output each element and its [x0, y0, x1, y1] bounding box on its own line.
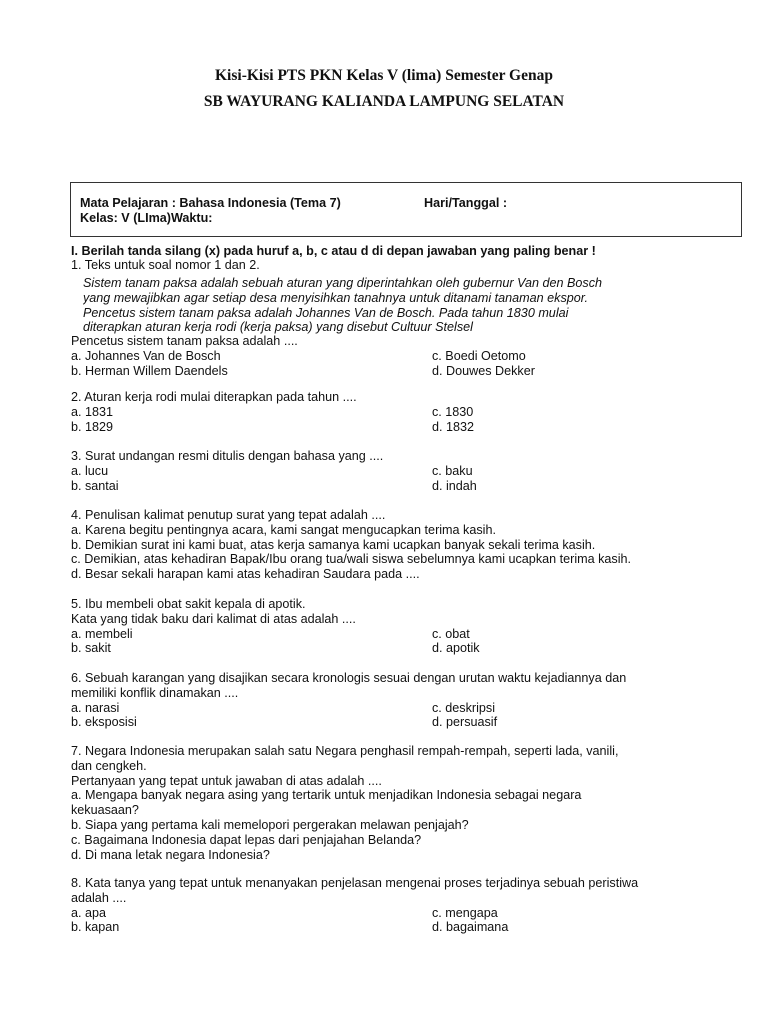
option-c[interactable]: c. obat — [432, 626, 470, 641]
subject-label: Mata Pelajaran : Bahasa Indonesia (Tema 7) — [80, 196, 341, 210]
question-text: kekuasaan? — [71, 803, 139, 818]
option-row — [71, 701, 751, 716]
option-row — [71, 906, 751, 921]
question-text: a. Karena begitu pentingnya acara, kami sangat mengucapkan terima kasih. — [71, 522, 496, 537]
option-d[interactable]: d. indah — [432, 478, 477, 493]
passage-line: yang mewajibkan agar setiap desa menyisihkan tanahnya untuk ditanami tanaman ekspor. — [83, 290, 588, 305]
question-text: a. Mengapa banyak negara asing yang tertarik untuk menjadikan Indonesia sebagai negara — [71, 788, 582, 803]
passage-line: Pencetus sistem tanam paksa adalah Johannes Van de Bosch. Pada tahun 1830 mulai — [83, 305, 569, 320]
question-text: Pertanyaan yang tepat untuk jawaban di atas adalah .... — [71, 773, 382, 788]
passage-line: Sistem tanam paksa adalah sebuah aturan yang diperintahkan oleh gubernur Van den Bosch — [83, 276, 603, 290]
option-b[interactable]: b. santai — [71, 478, 119, 493]
option-row — [71, 349, 751, 364]
question-text: b. Demikian surat ini kami buat, atas kerja samanya kami ucapkan banyak sekali terima kasih. — [71, 537, 596, 552]
question-6 — [71, 671, 751, 730]
question-text: 8. Kata tanya yang tepat untuk menanyakan penjelasan mengenai proses terjadinya sebuah peristiwa — [71, 876, 639, 890]
school-name: SB WAYURANG KALIANDA LAMPUNG SELATAN — [203, 93, 565, 110]
option-d[interactable]: d. Douwes Dekker — [432, 363, 535, 378]
question-text: Kata yang tidak baku dari kalimat di atas adalah .... — [71, 611, 356, 626]
question-3 — [71, 449, 751, 493]
option-row — [71, 627, 751, 642]
option-c[interactable]: c. deskripsi — [432, 700, 495, 715]
question-text: memiliki konflik dinamakan .... — [71, 685, 239, 700]
option-row — [71, 420, 751, 435]
option-b[interactable]: b. 1829 — [71, 419, 114, 434]
question-4 — [71, 508, 751, 582]
question-text: c. Bagaimana Indonesia dapat lepas dari penjajahan Belanda? — [71, 832, 422, 847]
option-a[interactable]: a. narasi — [71, 700, 120, 715]
question-text: d. Besar sekali harapan kami atas kehadiran Saudara pada .... — [71, 567, 420, 582]
question-7 — [71, 744, 751, 862]
question-text: 2. Aturan kerja rodi mulai diterapkan pada tahun .... — [71, 390, 357, 404]
date-label: Hari/Tanggal : — [424, 196, 508, 210]
option-b[interactable]: b. sakit — [71, 641, 111, 656]
option-row — [71, 715, 751, 730]
class-time-label: Kelas: V (LIma)Waktu: — [80, 211, 213, 225]
option-row — [71, 920, 751, 935]
option-row — [71, 479, 751, 494]
option-b[interactable]: b. Herman Willem Daendels — [71, 363, 228, 378]
option-d[interactable]: d. persuasif — [432, 715, 498, 730]
question-5 — [71, 597, 751, 656]
question-text: 3. Surat undangan resmi ditulis dengan bahasa yang .... — [71, 449, 384, 463]
option-d[interactable]: d. apotik — [432, 641, 480, 656]
question-text: b. Siapa yang pertama kali memelopori pergerakan melawan penjajah? — [71, 817, 469, 832]
option-row — [71, 641, 751, 656]
option-c[interactable]: c. 1830 — [432, 404, 474, 419]
option-a[interactable]: a. apa — [71, 905, 107, 920]
option-a[interactable]: a. 1831 — [71, 404, 114, 419]
question-text: 4. Penulisan kalimat penutup surat yang tepat adalah .... — [71, 508, 386, 522]
option-row — [71, 364, 751, 379]
exam-info-box — [70, 182, 742, 237]
question-text: adalah .... — [71, 890, 127, 905]
option-a[interactable]: a. Johannes Van de Bosch — [71, 348, 221, 363]
option-b[interactable]: b. eksposisi — [71, 715, 137, 730]
option-a[interactable]: a. lucu — [71, 463, 109, 478]
question-text: c. Demikian, atas kehadiran Bapak/Ibu orang tua/wali siswa sebelumnya kami ucapkan terima kasih. — [71, 552, 632, 567]
option-d[interactable]: d. 1832 — [432, 419, 475, 434]
passage-intro: 1. Teks untuk soal nomor 1 dan 2. — [71, 258, 260, 272]
question-1 — [71, 334, 751, 378]
question-8 — [71, 876, 751, 935]
reading-passage — [83, 276, 743, 334]
option-c[interactable]: c. baku — [432, 463, 473, 478]
option-a[interactable]: a. membeli — [71, 626, 133, 641]
passage-line: diterapkan aturan kerja rodi (kerja paksa) yang disebut Cultuur Stelsel — [83, 320, 473, 334]
question-text: 5. Ibu membeli obat sakit kepala di apotik. — [71, 597, 306, 611]
option-c[interactable]: c. mengapa — [432, 905, 498, 920]
document-title: Kisi-Kisi PTS PKN Kelas V (lima) Semester Genap — [215, 67, 553, 84]
option-d[interactable]: d. bagaimana — [432, 920, 509, 935]
question-text: 6. Sebuah karangan yang disajikan secara kronologis sesuai dengan urutan waktu kejadiannya dan — [71, 671, 627, 685]
option-row — [71, 405, 751, 420]
option-row — [71, 464, 751, 479]
question-2 — [71, 390, 751, 434]
option-b[interactable]: b. kapan — [71, 920, 120, 935]
question-text: 7. Negara Indonesia merupakan salah satu Negara penghasil rempah-rempah, seperti lada, vanili, — [71, 744, 619, 758]
section-instruction: I. Berilah tanda silang (x) pada huruf a, b, c atau d di depan jawaban yang paling benar ! — [71, 244, 596, 258]
question-text: dan cengkeh. — [71, 758, 147, 773]
question-text: Pencetus sistem tanam paksa adalah .... — [71, 334, 298, 348]
option-c[interactable]: c. Boedi Oetomo — [432, 348, 526, 363]
question-text: d. Di mana letak negara Indonesia? — [71, 847, 270, 862]
